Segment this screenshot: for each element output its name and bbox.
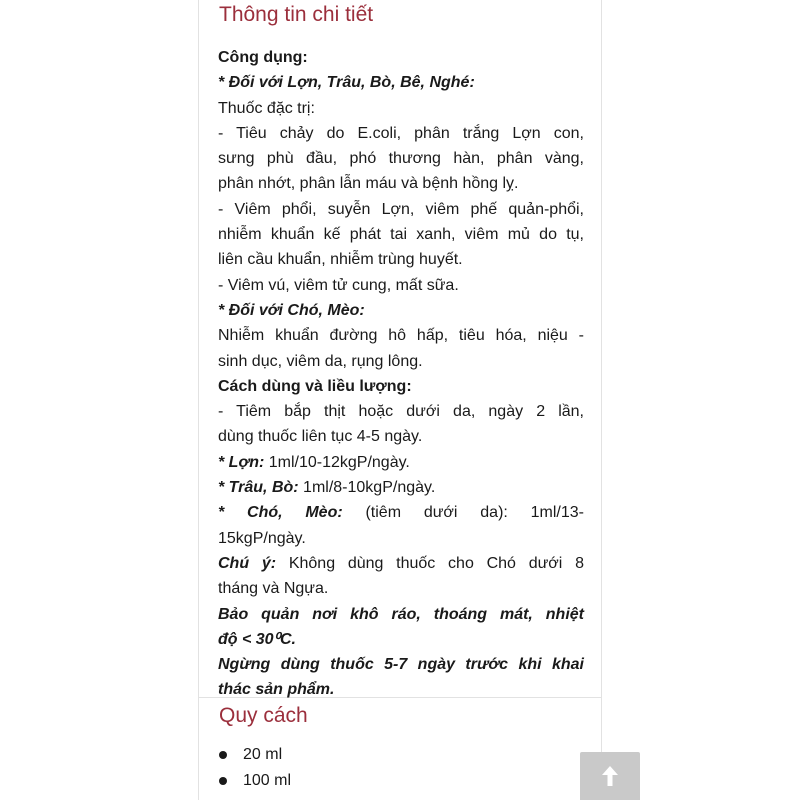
details-heading: Thông tin chi tiết [219, 3, 374, 26]
detail-line: liên cầu khuẩn, nhiễm trùng huyết. [218, 251, 463, 269]
detail-line: nhiễm khuẩn kế phát tai xanh, viêm mủ do tụ, [218, 226, 584, 244]
detail-line: tháng và Ngựa. [218, 580, 329, 598]
specs-heading: Quy cách [219, 704, 308, 727]
detail-line: dùng thuốc liên tục 4-5 ngày. [218, 428, 423, 446]
dosage-heading: Cách dùng và liều lượng: [218, 377, 412, 395]
detail-line: phân nhớt, phân lẫn máu và bệnh hồng lỵ. [218, 175, 519, 193]
detail-line: Thuốc đặc trị: [218, 99, 315, 117]
dose-line-cattle [218, 475, 584, 500]
specs-panel [198, 698, 602, 800]
note-label: Chú ý: [218, 554, 277, 572]
detail-line: Nhiễm khuẩn đường hô hấp, tiêu hóa, niệu - [218, 327, 584, 345]
list-item [219, 742, 291, 768]
usage-heading: Công dụng: [218, 49, 308, 66]
detail-line: - Tiêu chảy do E.coli, phân trắng Lợn con, [218, 124, 584, 142]
dose-label: * Trâu, Bò: [218, 479, 299, 497]
dose-line-pig [218, 450, 584, 475]
spec-list [219, 742, 291, 794]
spec-label: 100 ml [243, 772, 292, 789]
storage-line: độ < 30⁰C. [218, 630, 296, 648]
dose-value: 1ml/8-10kgP/ngày. [298, 479, 436, 497]
dose-line-pets [218, 500, 584, 525]
detail-line: - Viêm phổi, suyễn Lợn, viêm phế quản-phổi, [218, 200, 584, 218]
bullet-icon [219, 751, 227, 759]
detail-line: 15kgP/ngày. [218, 529, 306, 547]
pets-subheading: * Đối với Chó, Mèo: [218, 301, 365, 319]
dose-value: 1ml/10-12kgP/ngày. [264, 453, 410, 471]
dose-label: * Chó, Mèo: [218, 504, 343, 522]
list-item [219, 768, 291, 794]
detail-line: - Viêm vú, viêm tử cung, mất sữa. [218, 276, 459, 294]
dose-label: * Lợn: [218, 453, 265, 471]
spec-label: 20 ml [243, 746, 283, 763]
detail-line: - Tiêm bắp thịt hoặc dưới da, ngày 2 lần, [218, 403, 584, 421]
details-body [218, 45, 584, 703]
storage-line: Bảo quản nơi khô ráo, thoáng mát, nhiệt [218, 605, 584, 623]
livestock-subheading: * Đối với Lợn, Trâu, Bò, Bê, Nghé: [218, 74, 475, 92]
detail-line: sưng phù đầu, phó thương hàn, phân vàng, [218, 150, 584, 168]
detail-line: sinh dục, viêm da, rụng lông. [218, 352, 423, 370]
note-text: Không dùng thuốc cho Chó dưới 8 [276, 554, 584, 572]
withdrawal-line: Ngừng dùng thuốc 5-7 ngày trước khi khai [218, 656, 584, 674]
dose-value: (tiêm dưới da): 1ml/13- [342, 504, 584, 522]
scroll-to-top-button[interactable] [580, 752, 640, 800]
arrow-up-icon [597, 763, 623, 789]
bullet-icon [219, 777, 227, 785]
withdrawal-line: thác sản phẩm. [218, 681, 335, 699]
note-line [218, 551, 584, 576]
product-details-panel [198, 0, 602, 698]
